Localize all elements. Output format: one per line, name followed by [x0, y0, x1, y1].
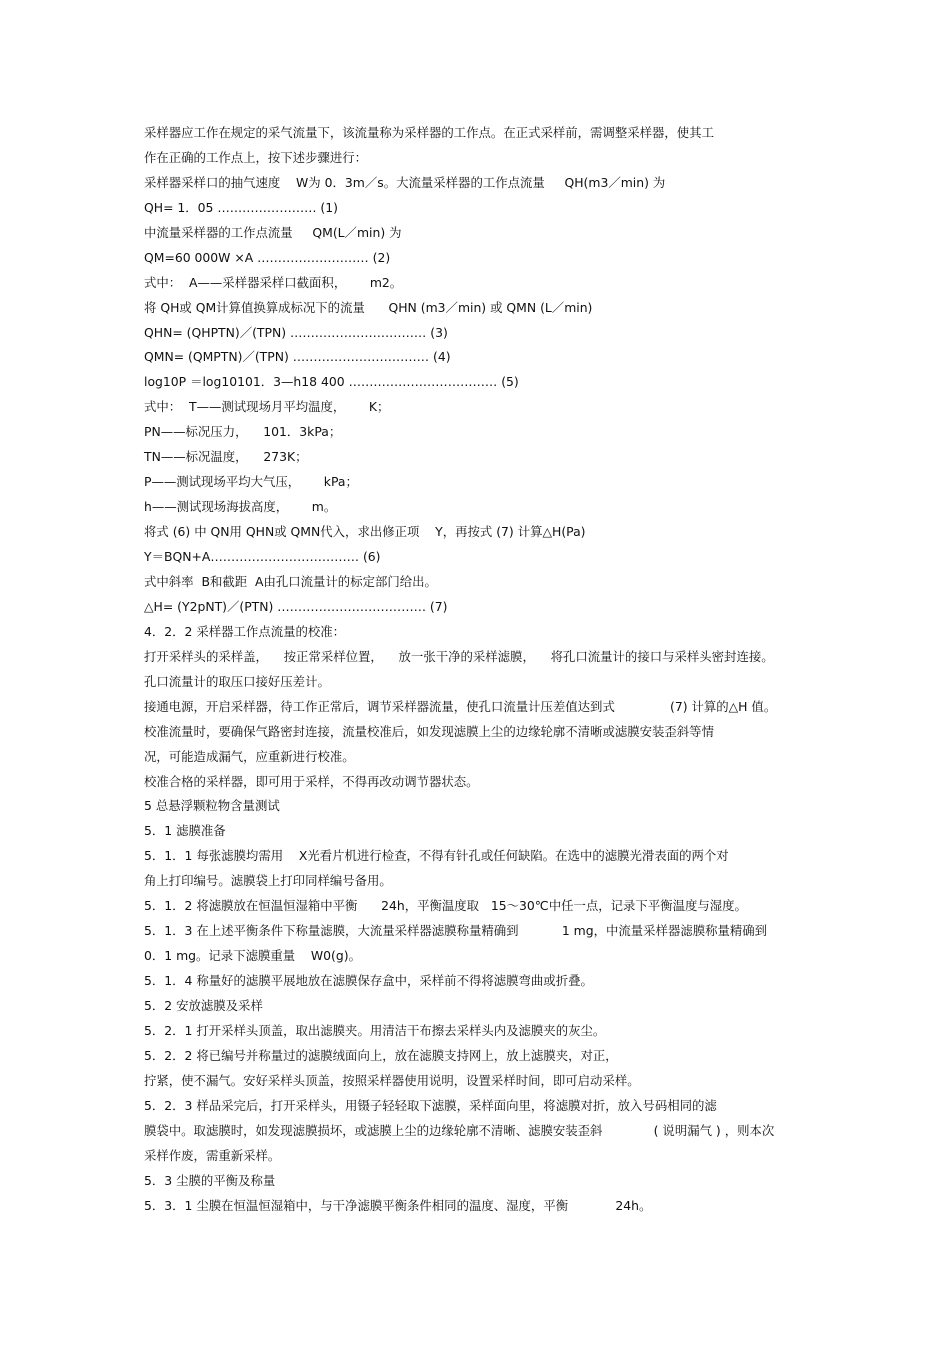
formula-line: QM=60 000W ×A ……………………… (2) [144, 250, 391, 265]
formula-line: QH= 1．05 …………………… (1) [144, 200, 338, 215]
text-line: 5．1．4 称量好的滤膜平展地放在滤膜保存盒中，采样前不得将滤膜弯曲或折叠。 [144, 973, 593, 988]
text-line: 5．2．3 样品采完后，打开采样头，用镊子轻轻取下滤膜，采样面向里，将滤膜对折，放入号码相同的滤 [144, 1098, 717, 1113]
text-line: 孔口流量计的取压口接好压差计。 [144, 674, 330, 689]
text-line: PN——标况压力， 101．3kPa； [144, 424, 342, 439]
text-line: TN——标况温度， 273K； [144, 449, 308, 464]
text-line: 5．1．1 每张滤膜均需用 X光看片机进行检查，不得有针孔或任何缺陷。在选中的滤膜光滑表面的两个对 [144, 848, 729, 863]
text-line: 校准流量时，要确保气路密封连接，流量校准后，如发现滤膜上尘的边缘轮廓不清晰或滤膜安装歪斜等情 [144, 724, 714, 739]
section-heading: 5．2 安放滤膜及采样 [144, 998, 263, 1013]
formula-line: log10P ＝log10101．3—h18 400 ……………………………… (5) [144, 374, 519, 389]
formula-line: QMN= (QMPTN)／(TPN) …………………………… (4) [144, 349, 451, 364]
text-line: 膜袋中。取滤膜时，如发现滤膜损坏，或滤膜上尘的边缘轮廓不清晰、滤膜安装歪斜 ( 说明漏气 ) ，则本次 [144, 1123, 775, 1138]
text-line: 拧紧，使不漏气。安好采样头顶盖，按照采样器使用说明，设置采样时间，即可启动采样。 [144, 1073, 640, 1088]
text-line: 将式 (6) 中 QN用 QHN或 QMN代入，求出修正项 Y，再按式 (7) 计算△H(Pa) [144, 524, 586, 539]
text-line: 5．1．3 在上述平衡条件下称量滤膜，大流量采样器滤膜称量精确到 1 mg，中流量采样器滤膜称量精确到 [144, 923, 768, 938]
text-line: P——测试现场平均大气压， kPa； [144, 474, 358, 489]
section-heading: 4．2．2 采样器工作点流量的校准： [144, 624, 346, 639]
text-line: 接通电源，开启采样器，待工作正常后，调节采样器流量，使孔口流量计压差值达到式 (7) 计算的△H 值。 [144, 699, 777, 714]
section-heading: 5．3 尘膜的平衡及称量 [144, 1173, 276, 1188]
text-line: 角上打印编号。滤膜袋上打印同样编号备用。 [144, 873, 392, 888]
text-line: 采样作废，需重新采样。 [144, 1148, 281, 1163]
text-line: 采样器采样口的抽气速度 W为 0．3m／s。大流量采样器的工作点流量 QH(m3／min) 为 [144, 175, 666, 190]
text-line: 校准合格的采样器，即可用于采样，不得再改动调节器状态。 [144, 774, 479, 789]
text-line: 况，可能造成漏气，应重新进行校准。 [144, 749, 355, 764]
text-line: 采样器应工作在规定的采气流量下，该流量称为采样器的工作点。在正式采样前，需调整采样器，使其工 [144, 125, 714, 140]
section-heading: 5 总悬浮颗粒物含量测试 [144, 798, 280, 813]
formula-line: QHN= (QHPTN)／(TPN) …………………………… (3) [144, 325, 448, 340]
text-line: h——测试现场海拔高度， m。 [144, 499, 337, 514]
formula-line: △H= (Y2pNT)／(PTN) ……………………………… (7) [144, 599, 448, 614]
text-line: 中流量采样器的工作点流量 QM(L／min) 为 [144, 225, 402, 240]
text-line: 式中： T——测试现场月平均温度， K； [144, 399, 390, 414]
text-line: 0．1 mg。记录下滤膜重量 W0(g)。 [144, 948, 361, 963]
text-line: 式中斜率 B和截距 A由孔口流量计的标定部门给出。 [144, 574, 437, 589]
text-line: 5．2．1 打开采样头顶盖，取出滤膜夹。用清洁干布擦去采样头内及滤膜夹的灰尘。 [144, 1023, 606, 1038]
formula-line: Y＝BQN+A……………………………… (6) [144, 549, 381, 564]
section-heading: 5．1 滤膜准备 [144, 823, 226, 838]
text-line: 5．2．2 将已编号并称量过的滤膜绒面向上，放在滤膜支持网上，放上滤膜夹，对正， [144, 1048, 618, 1063]
text-line: 5．3．1 尘膜在恒温恒湿箱中，与干净滤膜平衡条件相同的温度、湿度，平衡 24h。 [144, 1198, 652, 1213]
text-line: 式中： A——采样器采样口截面积， m2。 [144, 275, 403, 290]
text-line: 5．1．2 将滤膜放在恒温恒湿箱中平衡 24h，平衡温度取 15～30℃中任一点，记录下平衡温度与湿度。 [144, 898, 747, 913]
text-line: 打开采样头的采样盖， 按正常采样位置， 放一张干净的采样滤膜， 将孔口流量计的接口与采样头密封连接。 [144, 649, 774, 664]
text-line: 将 QH或 QM计算值换算成标况下的流量 QHN (m3／min) 或 QMN (L／min) [144, 300, 593, 315]
text-line: 作在正确的工作点上，按下述步骤进行： [144, 150, 368, 165]
